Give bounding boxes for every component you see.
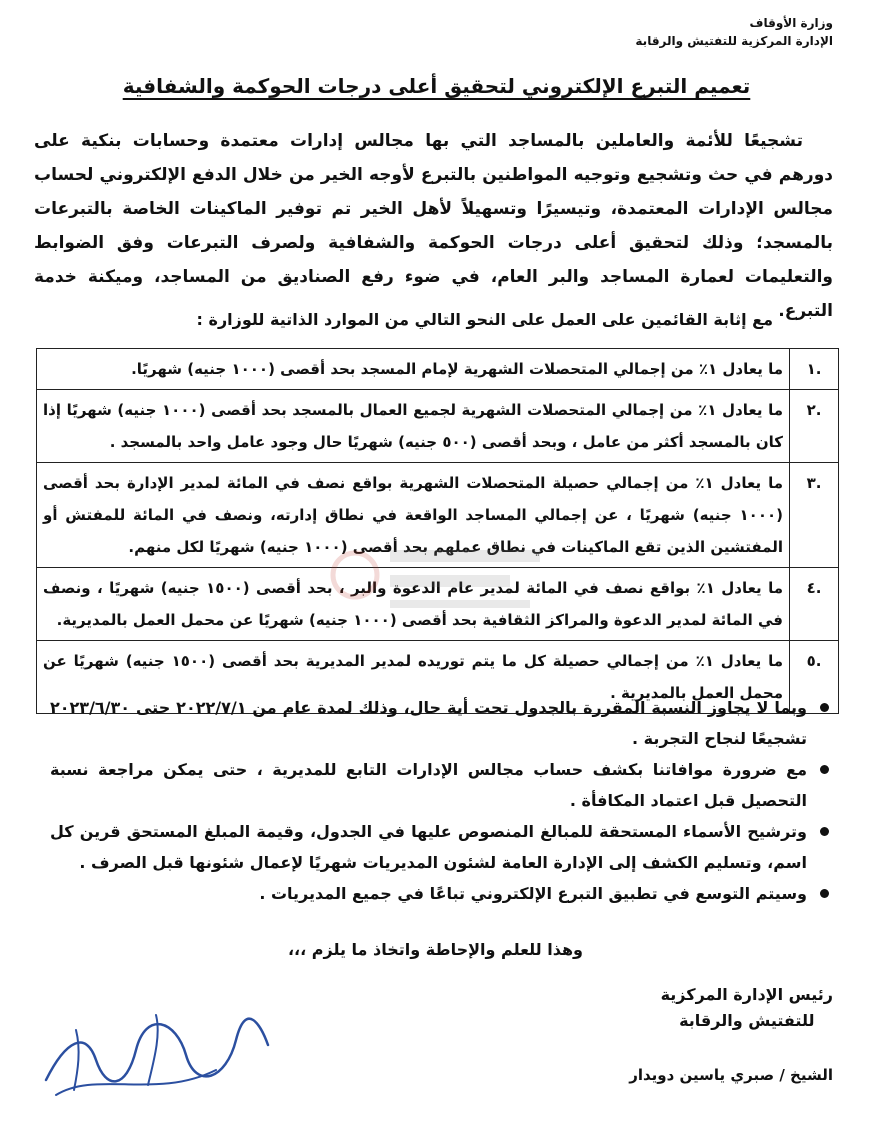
row-number: .٢ <box>790 390 839 463</box>
row-text: ما يعادل ١٪ من إجمالي المتحصلات الشهرية لجميع العمال بالمسجد بحد أقصى (١٠٠٠ جنيه) شهريًا إذا كان بالمسجد أكثر من عامل ، وبحد أقصى (٥٠٠ جنيه) شهريًا حال وجود عامل واحد بالمسجد . <box>37 390 790 463</box>
row-number: .٣ <box>790 463 839 568</box>
row-text: ما يعادل ١٪ من إجمالي حصيلة كل ما يتم توريده لمدير المديرية بحد أقصى (١٥٠٠ جنيه) شهريًا عن محمل العمل بالمديرية . <box>37 641 790 714</box>
handwritten-signature-icon <box>36 1000 276 1110</box>
signatory-title-line2: للتفتيش والرقابة <box>679 1011 815 1030</box>
bullet-icon <box>820 827 829 836</box>
bullet-icon <box>820 703 829 712</box>
signatory-title-line1: رئيس الإدارة المركزية <box>660 985 833 1004</box>
closing-line: وهذا للعلم والإحاطة واتخاذ ما يلزم ،،، <box>287 940 583 959</box>
letterhead <box>635 14 833 50</box>
document-title: تعميم التبرع الإلكتروني لتحقيق أعلى درجات الحوكمة والشفافية <box>122 74 751 98</box>
bullet-text: وبما لا يجاوز النسبة المقررة بالجدول تحت أية حال، وذلك لمدة عام من ٢٠٢٢/٧/١ حتى ٢٠٢٣/٦/٣٠ تشجيعًا لنجاح التجربة . <box>50 698 808 748</box>
row-text: ما يعادل ١٪ من إجمالي المتحصلات الشهرية لإمام المسجد بحد أقصى (١٠٠٠ جنيه) شهريًا. <box>37 349 790 390</box>
row-text: ما يعادل ١٪ بواقع نصف في المائة لمدير عام الدعوة والبر ، بحد أقصى (١٥٠٠ جنيه) شهريًا ، ونصف في المائة لمدير الدعوة والمراكز الثقافية بحد أقصى (١٠٠٠ جنيه) شهريًا عن محمل العمل بالمديرية. <box>37 568 790 641</box>
signatory-title <box>661 982 833 1034</box>
bullet-text: مع ضرورة موافاتنا بكشف حساب مجالس الإدارات التابع للمديرية ، حتى يمكن مراجعة نسبة التحصيل قبل اعتماد المكافأة . <box>50 760 807 810</box>
row-number: .٥ <box>790 641 839 714</box>
row-number: .١ <box>790 349 839 390</box>
bullet-text: وسيتم التوسع في تطبيق التبرع الإلكتروني تباعًا في جميع المديريات . <box>259 884 807 903</box>
row-number: .٤ <box>790 568 839 641</box>
bullet-icon <box>820 765 829 774</box>
department-name: الإدارة المركزية للتفتيش والرقابة <box>635 34 833 48</box>
list-item <box>50 816 833 878</box>
bullet-text: وترشيح الأسماء المستحقة للمبالغ المنصوص عليها في الجدول، وقيمة المبلغ المستحق قرين كل اسم، وتسليم الكشف إلى الإدارة العامة لشئون المديريات شهريًا لإعمال شئونها قبل الصرف . <box>50 822 807 872</box>
table-row <box>37 390 839 463</box>
ministry-name: وزارة الأوقاف <box>749 16 833 30</box>
list-item <box>50 692 833 754</box>
row-text: ما يعادل ١٪ من إجمالي حصيلة المتحصلات الشهرية بواقع نصف في المائة لمدير الإدارة بحد أقصى (١٠٠٠ جنيه) شهريًا ، عن إجمالي المساجد الواقعة في نطاق إدارته، ونصف في المائة للمفتش أو المفتشين الذين تقع الماكينات في نطاق عملهم بحد أقصى (١٠٠٠ جنيه) شهريًا لكل منهم. <box>37 463 790 568</box>
news-watermark-logo-icon <box>300 520 560 630</box>
bullet-icon <box>820 889 829 898</box>
bullet-list <box>50 692 833 909</box>
signatory-name: الشيخ / صبري ياسين دويدار <box>629 1066 833 1084</box>
intro-paragraph: تشجيعًا للأئمة والعاملين بالمساجد التي بها مجالس إدارات معتمدة وحسابات بنكية على دورهم في حث وتشجيع وتوجيه المواطنين بالتبرع لأوجه الخير من خلال الدفع الإلكتروني لحساب مجالس الإدارات المعتمدة، وتيسيرًا وتسهيلاً لأهل الخير تم توفير الماكينات الخاصة بالتبرعات بالمسجد؛ وذلك لتحقيق أعلى درجات الحوكمة والشفافية ولصرف التبرعات وفق الضوابط والتعليمات لعمارة المساجد والبر العام، في ضوء رفع الصناديق من المساجد، وميكنة خدمة التبرع. <box>34 131 833 321</box>
intro-section <box>34 124 833 328</box>
instruction-line: مع إثابة القائمين على العمل على النحو التالي من الموارد الذاتية للوزارة : <box>196 310 773 329</box>
list-item <box>50 754 833 816</box>
list-item <box>50 878 833 909</box>
table-row <box>37 349 839 390</box>
